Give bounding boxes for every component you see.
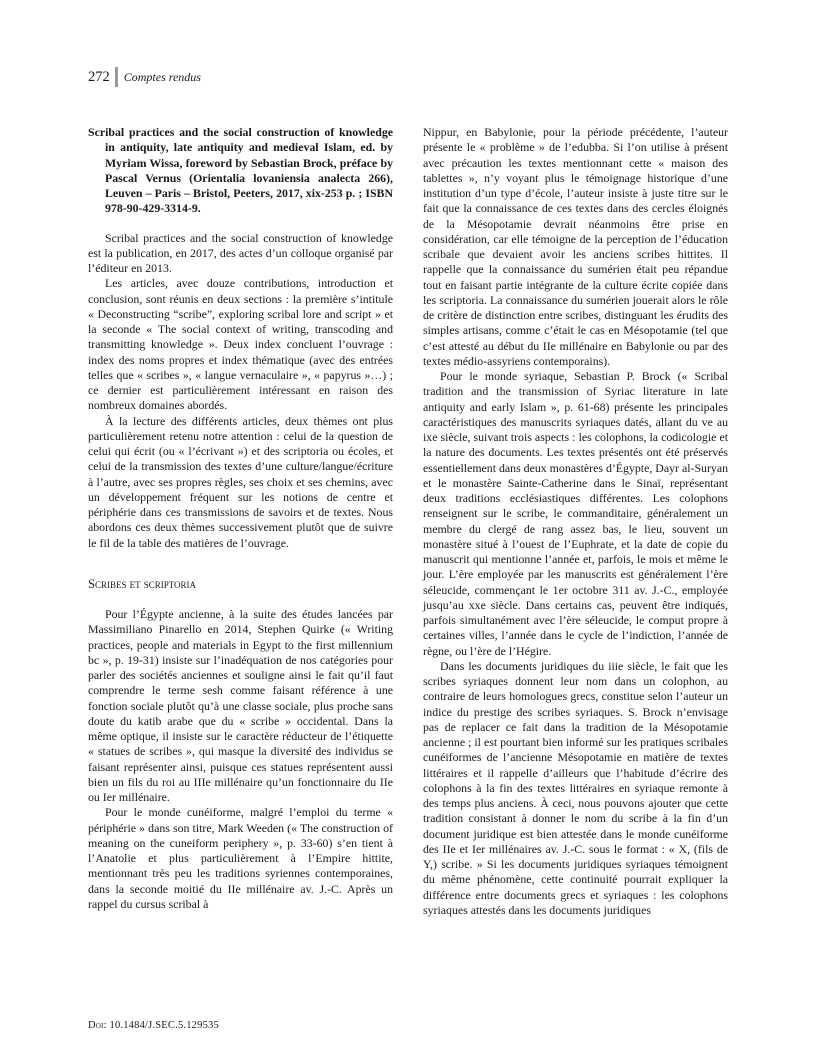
paragraph: Scribal practices and the social construction of knowledge est la publication, en 2017, des actes d’un colloque organisé par l’éditeur en 2013. — [88, 230, 393, 275]
page-number: 272 — [88, 68, 110, 85]
section-title: Comptes rendus — [123, 70, 201, 84]
left-column — [88, 125, 393, 912]
running-header — [88, 66, 201, 88]
right-column — [423, 125, 728, 918]
header-divider — [115, 67, 118, 87]
paragraph: À la lecture des différents articles, deux thèmes ont plus particulièrement retenu notre attention : celui de la question de celui qui écrit (ou « l’écrivant ») et des scriptoria ou écoles, et celui de la transmission des textes d’une culture/langue/écriture à l’autre, avec ses propres règles, ses choix et ses chemins, avec un développement fréquent sur les notions de centre et périphérie dans ces transmissions de savoirs et de textes. Nous abordons ces deux thèmes successivement plutôt que de suivre le fil de la table des matières de l’ouvrage. — [88, 413, 393, 550]
paragraph: Pour l’Égypte ancienne, à la suite des études lancées par Massimiliano Pinarello en 2014, Stephen Quirke (« Writing practices, people and materials in Egypt to the first millennium bc », p. 19-31) insiste sur l’inadéquation de nos catégories pour parler des sociétés anciennes et souligne ainsi le fait qu’il faut comprendre le terme sesh comme faisant référence à une fonction sociale plutôt qu’à une classe sociale, plus proche sans doute du katib arabe que du « scribe » occidental. Dans la même optique, il insiste sur le caractère réducteur de l’étiquette « statues de scribes », qui masque la diversité des individus se faisant représenter ainsi, puisque ces statues représentent aussi bien un fils du roi au IIIe millénaire qu’un fonctionnaire du IIe ou Ier millénaire. — [88, 607, 393, 804]
doi-footer: Doi: 10.1484/J.SEC.5.129535 — [88, 1020, 219, 1031]
paragraph: Dans les documents juridiques du iiie siècle, le fait que les scribes syriaques donnent leur nom dans un colophon, au contraire de leurs homologues grecs, constitue selon l’auteur un indice du prestige des scribes syriaques. S. Brock n’envisage pas de replacer ce fait dans la tradition de la Mésopotamie ancienne ; il est pourtant bien informé sur les pratiques scribales cunéiformes de l’ancienne Mésopotamie en matière de textes littéraires et il rappelle d’ailleurs que l’habitude d’écrire des colophons à la fin des textes littéraires en syriaque remonte à des temps plus anciens. À ceci, nous pouvons ajouter que cette tradition consistant à donner le nom du scribe à la fin d’un document juridique est bien attestée dans le monde cunéiforme des IIe et Ier millénaires av. J.-C. sous le format : « X, (fils de Y,) scribe. » Si les documents juridiques syriaques témoignent du même phénomène, cette continuité pourrait expliquer la différence entre documents grecs et syriaques : les colophons syriaques attestés dans les documents juridiques — [423, 658, 728, 917]
paragraph: Pour le monde cunéiforme, malgré l’emploi du terme « périphérie » dans son titre, Mark Weeden (« The construction of meaning on the cuneiform periphery », p. 33-60) s’en tient à l’Anatolie et plus particulièrement à l’Empire hittite, mentionnant très peu les traditions syriennes contemporaines, dans la seconde moitié du IIe millénaire av. J.-C. Après un rappel du cursus scribal à — [88, 805, 393, 911]
paragraph: Les articles, avec douze contributions, introduction et conclusion, sont réunis en deux sections : la première s’intitule « Deconstructing “scribe”, exploring scribal lore and script » et la seconde « The social context of writing, transcoding and transmitting knowledge ». Deux index concluent l’ouvrage : index des noms propres et index thématique (avec des entrées telles que « scribes », « langue vernaculaire », « papyrus »…) ; ce dernier est particulièrement intéressant en raison des nombreux domaines abordés. — [88, 276, 393, 413]
section-heading: Scribes et scriptoria — [88, 576, 197, 591]
paragraph: Nippur, en Babylonie, pour la période précédente, l’auteur présente le « problème » de l’edubba. Si l’on utilise à présent avec précaution les textes mentionnant cette « maison des tablettes », n’y voyant plus le témoignage historique d’une institution d’un type d’école, l’auteur insiste à juste titre sur le fait que la connaissance de ces textes dans des cercles éloignés de la Mésopotamie devrait néanmoins être prise en considération, car elle témoigne de la perception de l’éducation scribale que devaient avoir les anciens scribes hittites. Il rappelle que la connaissance du sumérien était peu répandue tout en faisant partie intégrante de la culture écrite copiée dans les scriptoria. La connaissance du sumérien jouerait alors le rôle de critère de distinction entre scribes, distinguant les érudits des simples artisans, comme c’était le cas en Mésopotamie (tel que c’est attesté au début du IIe millénaire en Babylonie ou par des textes médio-assyriens contemporains). — [423, 125, 728, 368]
paragraph: Pour le monde syriaque, Sebastian P. Brock (« Scribal tradition and the transmission of Syriac literature in late antiquity and early Islam », p. 61-68) présente les principales caractéristiques des manuscrits syriaques datés, allant du ve au ixe siècle, suivant trois aspects : les colophons, la codicologie et la nature des documents. Les textes présentés ont été préservés essentiellement dans deux monastères d’Égypte, Dayr al-Suryan et le monastère Sainte-Catherine dans le Sinaï, représentant deux traditions ecclésiastiques différentes. Les colophons renseignent sur le scribe, le commanditaire, généralement un membre du clergé de rang assez bas, le lieu, souvent un monastère situé à l’ouest de l’Euphrate, et la date de copie du manuscrit qui mentionne l’année et, parfois, le mois et même le jour. L’ère employée par les manuscrits est généralement l’ère séleucide, commençant le 1er octobre 311 av. J.-C., employée jusqu’au xxe siècle. Dans certains cas, peuvent être indiqués, parfois simultanément avec l’ère séleucide, le comput propre à certaines villes, l’année dans le cycle de l’indiction, l’année de règne, ou l’ère de l’Hégire. — [423, 369, 728, 658]
book-reference: Scribal practices and the social construction of knowledge in antiquity, late antiquity and medieval Islam, ed. by Myriam Wissa, foreword by Sebastian Brock, préface by Pascal Vernus (Orientalia lovaniensia analecta 266), Leuven – Paris – Bristol, Peeters, 2017, xix-253 p. ; ISBN 978-90-429-3314-9. — [88, 125, 393, 216]
